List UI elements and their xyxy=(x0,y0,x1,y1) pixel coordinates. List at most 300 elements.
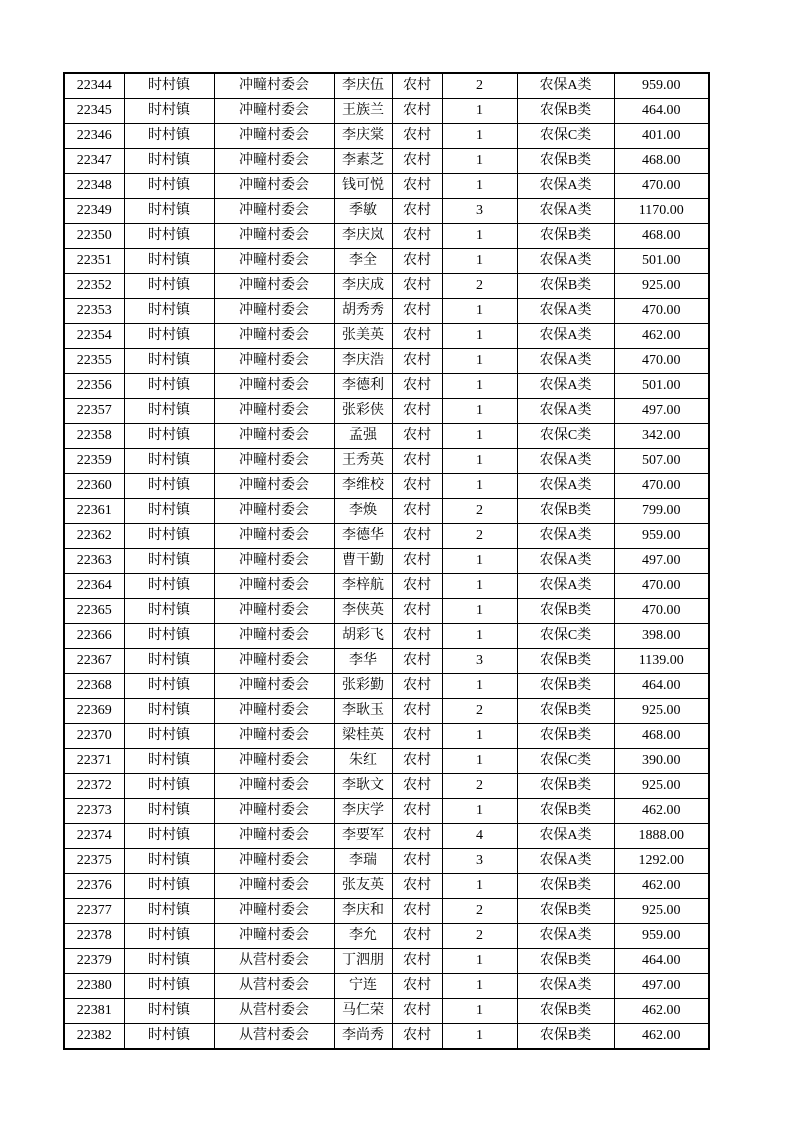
cell-person-count: 3 xyxy=(442,649,517,674)
cell-residence-type: 农村 xyxy=(392,874,442,899)
cell-insurance-category: 农保B类 xyxy=(517,949,614,974)
cell-amount: 468.00 xyxy=(614,224,709,249)
cell-village-committee: 冲疃村委会 xyxy=(214,674,334,699)
table-row xyxy=(64,774,709,799)
benefits-table xyxy=(63,72,710,1050)
cell-person-count: 1 xyxy=(442,249,517,274)
cell-residence-type: 农村 xyxy=(392,649,442,674)
table-row xyxy=(64,349,709,374)
cell-person-count: 1 xyxy=(442,549,517,574)
cell-village-committee: 从营村委会 xyxy=(214,999,334,1024)
table-row xyxy=(64,524,709,549)
cell-person-name: 李尚秀 xyxy=(334,1024,392,1050)
cell-person-count: 1 xyxy=(442,399,517,424)
cell-town: 时村镇 xyxy=(124,149,214,174)
cell-village-committee: 冲疃村委会 xyxy=(214,274,334,299)
cell-insurance-category: 农保A类 xyxy=(517,249,614,274)
cell-insurance-category: 农保B类 xyxy=(517,799,614,824)
cell-residence-type: 农村 xyxy=(392,774,442,799)
cell-village-committee: 冲疃村委会 xyxy=(214,299,334,324)
cell-serial-number: 22364 xyxy=(64,574,124,599)
cell-insurance-category: 农保C类 xyxy=(517,624,614,649)
cell-residence-type: 农村 xyxy=(392,149,442,174)
cell-person-count: 1 xyxy=(442,424,517,449)
cell-amount: 959.00 xyxy=(614,924,709,949)
cell-person-count: 1 xyxy=(442,624,517,649)
cell-village-committee: 从营村委会 xyxy=(214,974,334,999)
cell-person-count: 2 xyxy=(442,73,517,99)
cell-amount: 462.00 xyxy=(614,324,709,349)
cell-residence-type: 农村 xyxy=(392,224,442,249)
cell-person-count: 1 xyxy=(442,574,517,599)
cell-town: 时村镇 xyxy=(124,499,214,524)
cell-person-name: 张友英 xyxy=(334,874,392,899)
cell-amount: 925.00 xyxy=(614,274,709,299)
cell-person-count: 1 xyxy=(442,949,517,974)
cell-insurance-category: 农保A类 xyxy=(517,349,614,374)
cell-insurance-category: 农保A类 xyxy=(517,974,614,999)
cell-town: 时村镇 xyxy=(124,274,214,299)
cell-serial-number: 22369 xyxy=(64,699,124,724)
table-row xyxy=(64,574,709,599)
cell-person-name: 李庆岚 xyxy=(334,224,392,249)
table-row xyxy=(64,449,709,474)
cell-town: 时村镇 xyxy=(124,649,214,674)
cell-serial-number: 22374 xyxy=(64,824,124,849)
cell-town: 时村镇 xyxy=(124,674,214,699)
cell-amount: 497.00 xyxy=(614,399,709,424)
cell-village-committee: 冲疃村委会 xyxy=(214,749,334,774)
cell-amount: 1292.00 xyxy=(614,849,709,874)
cell-serial-number: 22355 xyxy=(64,349,124,374)
cell-person-count: 2 xyxy=(442,899,517,924)
cell-town: 时村镇 xyxy=(124,624,214,649)
cell-residence-type: 农村 xyxy=(392,249,442,274)
cell-person-name: 李焕 xyxy=(334,499,392,524)
cell-person-count: 1 xyxy=(442,599,517,624)
cell-person-count: 1 xyxy=(442,99,517,124)
cell-residence-type: 农村 xyxy=(392,599,442,624)
table-row xyxy=(64,474,709,499)
cell-residence-type: 农村 xyxy=(392,299,442,324)
cell-village-committee: 冲疃村委会 xyxy=(214,599,334,624)
cell-amount: 464.00 xyxy=(614,949,709,974)
table-row xyxy=(64,974,709,999)
cell-serial-number: 22381 xyxy=(64,999,124,1024)
cell-village-committee: 冲疃村委会 xyxy=(214,499,334,524)
cell-serial-number: 22344 xyxy=(64,73,124,99)
cell-village-committee: 冲疃村委会 xyxy=(214,224,334,249)
cell-residence-type: 农村 xyxy=(392,199,442,224)
cell-insurance-category: 农保B类 xyxy=(517,599,614,624)
cell-person-name: 李庆伍 xyxy=(334,73,392,99)
table-row xyxy=(64,424,709,449)
cell-person-name: 朱红 xyxy=(334,749,392,774)
table-row xyxy=(64,99,709,124)
cell-person-name: 胡彩飞 xyxy=(334,624,392,649)
cell-village-committee: 冲疃村委会 xyxy=(214,399,334,424)
cell-amount: 507.00 xyxy=(614,449,709,474)
table-row xyxy=(64,649,709,674)
table-row xyxy=(64,299,709,324)
cell-person-count: 1 xyxy=(442,874,517,899)
cell-person-name: 马仁荣 xyxy=(334,999,392,1024)
cell-town: 时村镇 xyxy=(124,574,214,599)
cell-serial-number: 22379 xyxy=(64,949,124,974)
cell-village-committee: 冲疃村委会 xyxy=(214,824,334,849)
cell-serial-number: 22377 xyxy=(64,899,124,924)
cell-amount: 398.00 xyxy=(614,624,709,649)
cell-person-name: 李瑞 xyxy=(334,849,392,874)
table-row xyxy=(64,849,709,874)
cell-residence-type: 农村 xyxy=(392,699,442,724)
cell-person-count: 1 xyxy=(442,449,517,474)
cell-village-committee: 冲疃村委会 xyxy=(214,99,334,124)
cell-insurance-category: 农保B类 xyxy=(517,999,614,1024)
cell-serial-number: 22350 xyxy=(64,224,124,249)
cell-person-name: 丁泗朋 xyxy=(334,949,392,974)
table-row xyxy=(64,749,709,774)
cell-person-name: 季敏 xyxy=(334,199,392,224)
cell-person-name: 李要军 xyxy=(334,824,392,849)
cell-amount: 470.00 xyxy=(614,574,709,599)
cell-serial-number: 22352 xyxy=(64,274,124,299)
cell-serial-number: 22363 xyxy=(64,549,124,574)
cell-amount: 959.00 xyxy=(614,524,709,549)
cell-town: 时村镇 xyxy=(124,799,214,824)
cell-amount: 464.00 xyxy=(614,99,709,124)
cell-serial-number: 22368 xyxy=(64,674,124,699)
table-row xyxy=(64,1024,709,1050)
cell-village-committee: 冲疃村委会 xyxy=(214,699,334,724)
table-row xyxy=(64,924,709,949)
cell-person-count: 2 xyxy=(442,699,517,724)
cell-amount: 497.00 xyxy=(614,974,709,999)
cell-serial-number: 22380 xyxy=(64,974,124,999)
cell-amount: 501.00 xyxy=(614,374,709,399)
cell-town: 时村镇 xyxy=(124,99,214,124)
cell-village-committee: 冲疃村委会 xyxy=(214,199,334,224)
cell-residence-type: 农村 xyxy=(392,174,442,199)
cell-amount: 925.00 xyxy=(614,699,709,724)
cell-residence-type: 农村 xyxy=(392,424,442,449)
cell-residence-type: 农村 xyxy=(392,574,442,599)
cell-town: 时村镇 xyxy=(124,299,214,324)
cell-serial-number: 22376 xyxy=(64,874,124,899)
cell-serial-number: 22372 xyxy=(64,774,124,799)
cell-residence-type: 农村 xyxy=(392,499,442,524)
cell-person-count: 1 xyxy=(442,349,517,374)
cell-town: 时村镇 xyxy=(124,1024,214,1050)
cell-serial-number: 22345 xyxy=(64,99,124,124)
cell-town: 时村镇 xyxy=(124,949,214,974)
cell-person-name: 李允 xyxy=(334,924,392,949)
cell-amount: 390.00 xyxy=(614,749,709,774)
cell-village-committee: 冲疃村委会 xyxy=(214,924,334,949)
cell-person-name: 曹干勤 xyxy=(334,549,392,574)
cell-person-name: 宁连 xyxy=(334,974,392,999)
cell-person-count: 1 xyxy=(442,999,517,1024)
cell-person-count: 1 xyxy=(442,974,517,999)
cell-person-count: 1 xyxy=(442,324,517,349)
cell-residence-type: 农村 xyxy=(392,349,442,374)
cell-insurance-category: 农保A类 xyxy=(517,574,614,599)
cell-village-committee: 冲疃村委会 xyxy=(214,73,334,99)
cell-village-committee: 冲疃村委会 xyxy=(214,624,334,649)
table-row xyxy=(64,249,709,274)
cell-serial-number: 22365 xyxy=(64,599,124,624)
cell-insurance-category: 农保B类 xyxy=(517,224,614,249)
cell-insurance-category: 农保C类 xyxy=(517,749,614,774)
cell-residence-type: 农村 xyxy=(392,399,442,424)
cell-village-committee: 冲疃村委会 xyxy=(214,449,334,474)
cell-town: 时村镇 xyxy=(124,974,214,999)
cell-amount: 1139.00 xyxy=(614,649,709,674)
cell-insurance-category: 农保B类 xyxy=(517,699,614,724)
table-row xyxy=(64,499,709,524)
cell-insurance-category: 农保B类 xyxy=(517,99,614,124)
table-row xyxy=(64,624,709,649)
cell-insurance-category: 农保A类 xyxy=(517,299,614,324)
cell-town: 时村镇 xyxy=(124,474,214,499)
cell-serial-number: 22378 xyxy=(64,924,124,949)
cell-person-name: 李耿玉 xyxy=(334,699,392,724)
cell-person-name: 钱可悦 xyxy=(334,174,392,199)
cell-amount: 925.00 xyxy=(614,899,709,924)
cell-person-count: 1 xyxy=(442,749,517,774)
cell-person-name: 李庆和 xyxy=(334,899,392,924)
cell-amount: 468.00 xyxy=(614,149,709,174)
cell-person-name: 张彩勤 xyxy=(334,674,392,699)
cell-insurance-category: 农保A类 xyxy=(517,524,614,549)
cell-residence-type: 农村 xyxy=(392,999,442,1024)
cell-town: 时村镇 xyxy=(124,599,214,624)
table-row xyxy=(64,949,709,974)
cell-town: 时村镇 xyxy=(124,424,214,449)
cell-amount: 462.00 xyxy=(614,999,709,1024)
cell-serial-number: 22359 xyxy=(64,449,124,474)
cell-insurance-category: 农保A类 xyxy=(517,324,614,349)
cell-amount: 470.00 xyxy=(614,349,709,374)
cell-residence-type: 农村 xyxy=(392,974,442,999)
cell-person-name: 李耿文 xyxy=(334,774,392,799)
table-row xyxy=(64,174,709,199)
cell-residence-type: 农村 xyxy=(392,949,442,974)
cell-village-committee: 冲疃村委会 xyxy=(214,574,334,599)
cell-amount: 1888.00 xyxy=(614,824,709,849)
cell-village-committee: 从营村委会 xyxy=(214,949,334,974)
cell-village-committee: 冲疃村委会 xyxy=(214,124,334,149)
table-row xyxy=(64,549,709,574)
cell-residence-type: 农村 xyxy=(392,374,442,399)
cell-insurance-category: 农保B类 xyxy=(517,774,614,799)
table-row xyxy=(64,199,709,224)
cell-amount: 468.00 xyxy=(614,724,709,749)
cell-serial-number: 22370 xyxy=(64,724,124,749)
cell-person-count: 3 xyxy=(442,199,517,224)
cell-village-committee: 冲疃村委会 xyxy=(214,849,334,874)
cell-person-count: 1 xyxy=(442,1024,517,1050)
cell-insurance-category: 农保A类 xyxy=(517,474,614,499)
cell-residence-type: 农村 xyxy=(392,849,442,874)
cell-village-committee: 冲疃村委会 xyxy=(214,424,334,449)
cell-serial-number: 22371 xyxy=(64,749,124,774)
cell-person-name: 梁桂英 xyxy=(334,724,392,749)
table-row xyxy=(64,674,709,699)
cell-serial-number: 22353 xyxy=(64,299,124,324)
cell-town: 时村镇 xyxy=(124,549,214,574)
cell-person-name: 李庆棠 xyxy=(334,124,392,149)
cell-serial-number: 22366 xyxy=(64,624,124,649)
cell-serial-number: 22349 xyxy=(64,199,124,224)
cell-amount: 470.00 xyxy=(614,299,709,324)
table-row xyxy=(64,274,709,299)
cell-amount: 401.00 xyxy=(614,124,709,149)
cell-amount: 470.00 xyxy=(614,174,709,199)
cell-insurance-category: 农保B类 xyxy=(517,1024,614,1050)
cell-village-committee: 冲疃村委会 xyxy=(214,324,334,349)
cell-residence-type: 农村 xyxy=(392,924,442,949)
cell-serial-number: 22347 xyxy=(64,149,124,174)
cell-person-count: 1 xyxy=(442,149,517,174)
table-row xyxy=(64,224,709,249)
cell-serial-number: 22354 xyxy=(64,324,124,349)
cell-insurance-category: 农保A类 xyxy=(517,399,614,424)
cell-town: 时村镇 xyxy=(124,699,214,724)
cell-insurance-category: 农保A类 xyxy=(517,374,614,399)
cell-person-name: 李梓航 xyxy=(334,574,392,599)
table-row xyxy=(64,899,709,924)
cell-town: 时村镇 xyxy=(124,749,214,774)
cell-town: 时村镇 xyxy=(124,774,214,799)
cell-person-name: 胡秀秀 xyxy=(334,299,392,324)
cell-serial-number: 22360 xyxy=(64,474,124,499)
cell-amount: 925.00 xyxy=(614,774,709,799)
cell-insurance-category: 农保A类 xyxy=(517,174,614,199)
cell-village-committee: 冲疃村委会 xyxy=(214,349,334,374)
cell-person-name: 张美英 xyxy=(334,324,392,349)
cell-town: 时村镇 xyxy=(124,224,214,249)
cell-residence-type: 农村 xyxy=(392,799,442,824)
cell-village-committee: 冲疃村委会 xyxy=(214,899,334,924)
cell-person-name: 孟强 xyxy=(334,424,392,449)
cell-person-name: 李德利 xyxy=(334,374,392,399)
cell-insurance-category: 农保B类 xyxy=(517,724,614,749)
cell-serial-number: 22358 xyxy=(64,424,124,449)
cell-insurance-category: 农保B类 xyxy=(517,499,614,524)
table-row xyxy=(64,699,709,724)
cell-town: 时村镇 xyxy=(124,174,214,199)
cell-person-name: 王族兰 xyxy=(334,99,392,124)
cell-village-committee: 冲疃村委会 xyxy=(214,374,334,399)
cell-amount: 1170.00 xyxy=(614,199,709,224)
cell-person-name: 李华 xyxy=(334,649,392,674)
cell-person-count: 4 xyxy=(442,824,517,849)
cell-insurance-category: 农保B类 xyxy=(517,149,614,174)
cell-town: 时村镇 xyxy=(124,399,214,424)
cell-town: 时村镇 xyxy=(124,349,214,374)
table-row xyxy=(64,73,709,99)
cell-town: 时村镇 xyxy=(124,124,214,149)
cell-person-count: 2 xyxy=(442,924,517,949)
cell-person-count: 2 xyxy=(442,774,517,799)
cell-person-count: 1 xyxy=(442,174,517,199)
cell-town: 时村镇 xyxy=(124,874,214,899)
cell-person-count: 2 xyxy=(442,499,517,524)
cell-amount: 462.00 xyxy=(614,1024,709,1050)
cell-serial-number: 22375 xyxy=(64,849,124,874)
table-row xyxy=(64,999,709,1024)
cell-person-count: 2 xyxy=(442,274,517,299)
cell-person-count: 1 xyxy=(442,474,517,499)
cell-village-committee: 冲疃村委会 xyxy=(214,549,334,574)
cell-residence-type: 农村 xyxy=(392,624,442,649)
cell-residence-type: 农村 xyxy=(392,474,442,499)
cell-amount: 497.00 xyxy=(614,549,709,574)
cell-town: 时村镇 xyxy=(124,849,214,874)
cell-amount: 462.00 xyxy=(614,874,709,899)
cell-insurance-category: 农保A类 xyxy=(517,849,614,874)
cell-person-name: 李全 xyxy=(334,249,392,274)
cell-person-name: 李维校 xyxy=(334,474,392,499)
table-row xyxy=(64,374,709,399)
cell-village-committee: 冲疃村委会 xyxy=(214,799,334,824)
cell-town: 时村镇 xyxy=(124,924,214,949)
cell-insurance-category: 农保B类 xyxy=(517,674,614,699)
table-row xyxy=(64,399,709,424)
cell-serial-number: 22351 xyxy=(64,249,124,274)
table-row xyxy=(64,824,709,849)
cell-person-count: 1 xyxy=(442,299,517,324)
cell-amount: 959.00 xyxy=(614,73,709,99)
cell-village-committee: 冲疃村委会 xyxy=(214,474,334,499)
cell-person-name: 李素芝 xyxy=(334,149,392,174)
cell-residence-type: 农村 xyxy=(392,824,442,849)
cell-residence-type: 农村 xyxy=(392,749,442,774)
table-row xyxy=(64,799,709,824)
cell-serial-number: 22367 xyxy=(64,649,124,674)
cell-insurance-category: 农保A类 xyxy=(517,73,614,99)
table-body xyxy=(64,73,709,1049)
cell-amount: 470.00 xyxy=(614,474,709,499)
cell-village-committee: 冲疃村委会 xyxy=(214,524,334,549)
cell-person-name: 李庆成 xyxy=(334,274,392,299)
cell-serial-number: 22362 xyxy=(64,524,124,549)
cell-residence-type: 农村 xyxy=(392,274,442,299)
cell-amount: 464.00 xyxy=(614,674,709,699)
cell-village-committee: 冲疃村委会 xyxy=(214,249,334,274)
cell-amount: 470.00 xyxy=(614,599,709,624)
cell-town: 时村镇 xyxy=(124,524,214,549)
cell-person-count: 1 xyxy=(442,124,517,149)
cell-person-name: 李庆浩 xyxy=(334,349,392,374)
cell-residence-type: 农村 xyxy=(392,724,442,749)
cell-person-name: 王秀英 xyxy=(334,449,392,474)
cell-person-count: 2 xyxy=(442,524,517,549)
cell-insurance-category: 农保B类 xyxy=(517,274,614,299)
cell-insurance-category: 农保B类 xyxy=(517,899,614,924)
table-row xyxy=(64,724,709,749)
cell-town: 时村镇 xyxy=(124,199,214,224)
table-row xyxy=(64,124,709,149)
cell-person-name: 李庆学 xyxy=(334,799,392,824)
cell-residence-type: 农村 xyxy=(392,99,442,124)
cell-insurance-category: 农保B类 xyxy=(517,874,614,899)
cell-village-committee: 冲疃村委会 xyxy=(214,174,334,199)
cell-residence-type: 农村 xyxy=(392,124,442,149)
cell-residence-type: 农村 xyxy=(392,674,442,699)
cell-serial-number: 22357 xyxy=(64,399,124,424)
